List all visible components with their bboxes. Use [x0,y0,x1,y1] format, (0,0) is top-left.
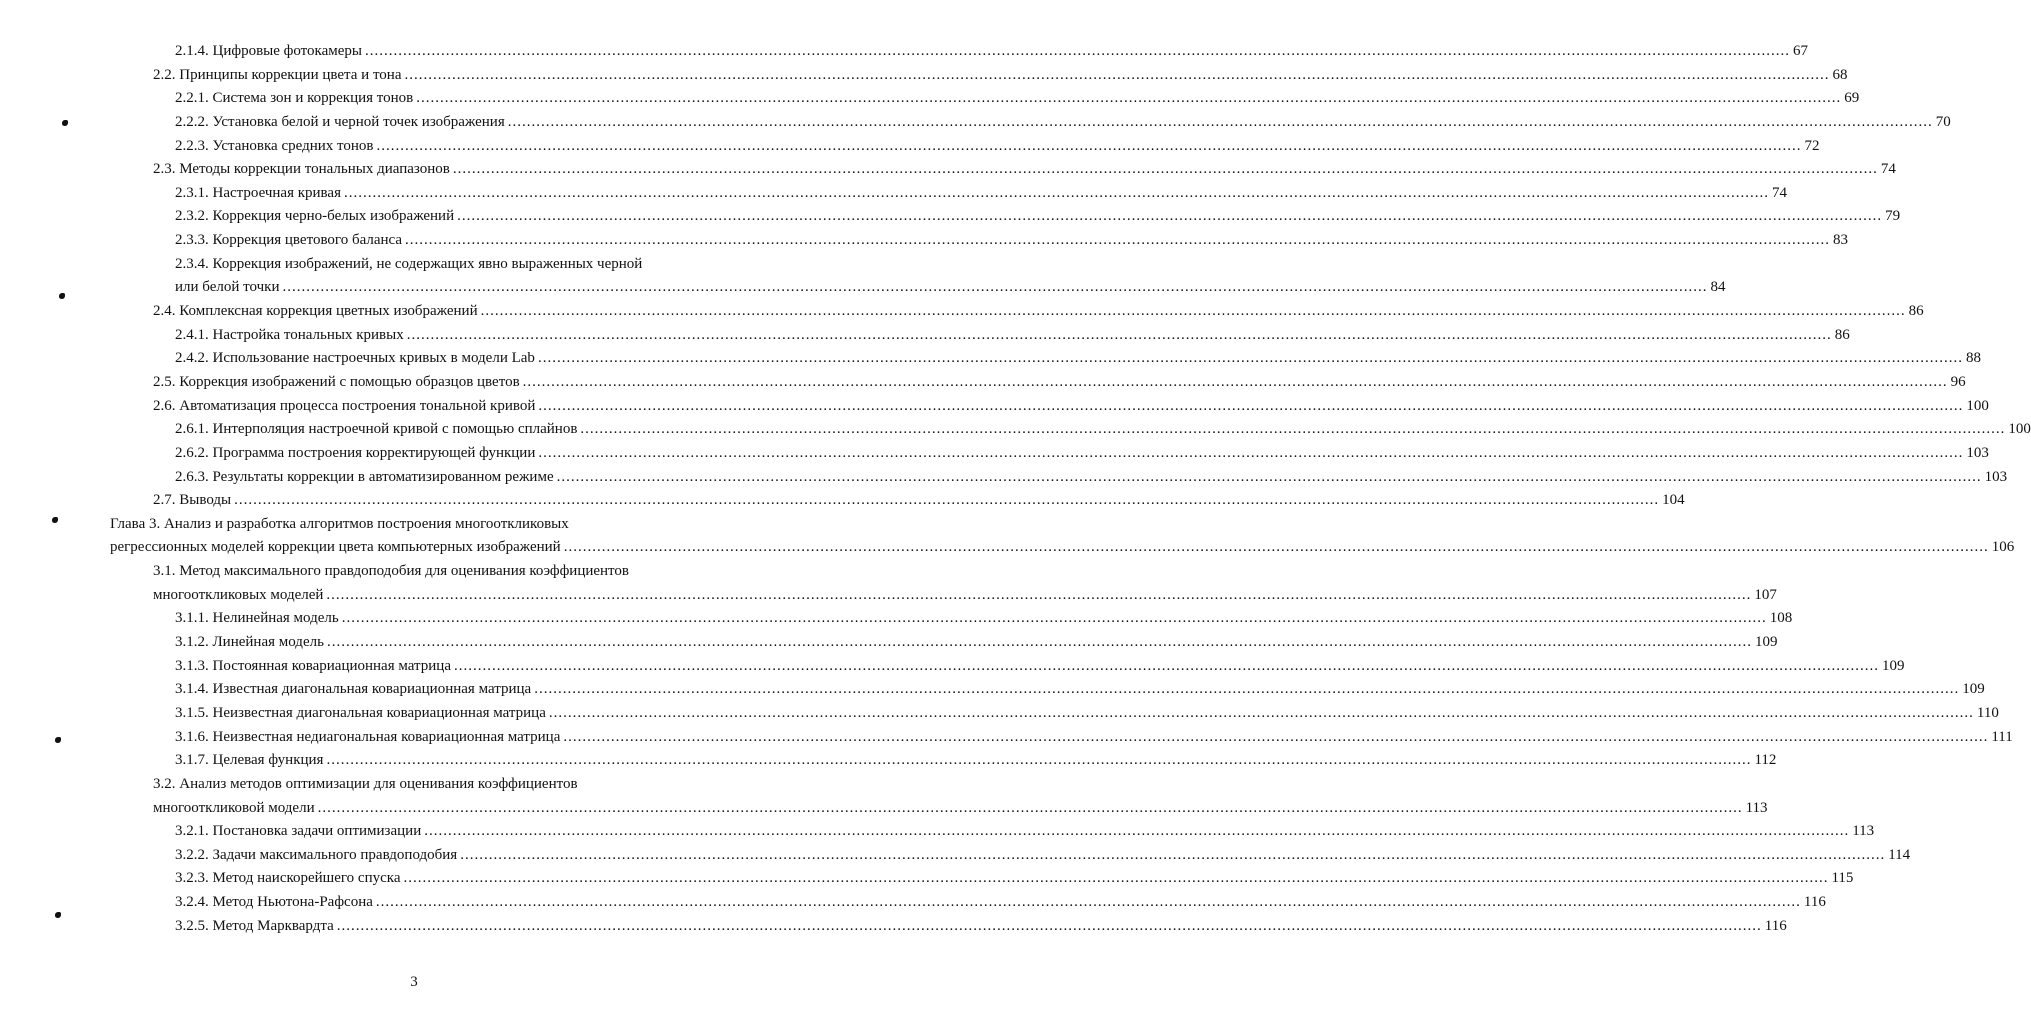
toc-entry-title: 2.3.2. Коррекция черно-белых изображений [175,208,455,225]
toc-entry-page: 112 [1754,752,1777,769]
toc-entry [0,655,1905,679]
toc-entry-title: 2.2.2. Установка белой и черной точек изображения [175,113,505,130]
toc-entry-title: 3.1.4. Известная диагональная ковариационная матрица [175,681,532,698]
toc-entry [0,395,1989,419]
dot-leader: ............................................................................................................................................................................................................................................................................................................ [556,468,1982,485]
toc-entry [0,300,1924,324]
toc-entry-page: 113 [1852,823,1875,840]
toc-entry-page: 115 [1831,870,1854,887]
scan-speck [59,293,65,299]
dot-leader: ............................................................................................................................................................................................................................................................................................................ [563,539,1989,556]
toc-entry-title: 2.5. Коррекция изображений с помощью образцов цветов [153,373,520,390]
toc-entry-title: многооткликовой модели [153,799,315,816]
toc-entry [0,111,1951,135]
toc-entry [0,158,1896,182]
toc-entry-page: 68 [1832,66,1848,83]
dot-leader: ............................................................................................................................................................................................................................................................................................................ [326,634,1752,651]
toc-entry [0,915,1787,939]
toc-entry-page: 100 [2008,421,2031,438]
toc-entry-page: 109 [1962,681,1985,698]
dot-leader: ............................................................................................................................................................................................................................................................................................................ [344,184,1769,201]
dot-leader: ............................................................................................................................................................................................................................................................................................................ [534,681,1960,698]
toc-entry-page: 84 [1710,279,1726,296]
dot-leader: ............................................................................................................................................................................................................................................................................................................ [341,610,1767,627]
dot-leader: ............................................................................................................................................................................................................................................................................................................ [452,161,1878,178]
toc-entry-page: 96 [1950,373,1966,390]
toc-entry-title: 2.6.1. Интерполяция настроечной кривой с помощью сплайнов [175,421,578,438]
dot-leader: ............................................................................................................................................................................................................................................................................................................ [416,90,1842,107]
toc-entry [0,64,1848,88]
toc-entry [0,607,1793,631]
toc-entry-title: 3.2.5. Метод Марквардта [175,917,334,934]
toc-entry-title: 2.6. Автоматизация процесса построения тональной кривой [153,397,536,414]
toc-entry-title: 2.2.3. Установка средних тонов [175,137,374,154]
scan-speck [52,517,58,523]
toc-entry-title: 2.6.3. Результаты коррекции в автоматизированном режиме [175,468,554,485]
toc-entry-page: 116 [1803,894,1826,911]
scan-speck [62,120,68,126]
toc-entry-title: 3.1.5. Неизвестная диагональная ковариационная матрица [175,704,546,721]
toc-entry [0,489,1685,513]
toc-entry [0,87,1860,111]
toc-entry-page: 113 [1745,799,1768,816]
toc-entry [0,253,1726,300]
toc-entry-page: 109 [1881,657,1905,674]
toc-entry-title-line: 3.1. Метод максимального правдоподобия для оценивания коэффициентов [153,563,629,580]
toc-entry-title: 3.1.7. Целевая функция [175,752,324,769]
toc-entry [0,678,1985,702]
toc-entry-title: 3.2.1. Постановка задачи оптимизации [175,823,422,840]
toc-entry [0,371,1966,395]
toc-entry [0,466,2008,490]
dot-leader: ............................................................................................................................................................................................................................................................................................................ [326,752,1752,769]
toc-entry [0,773,1768,820]
dot-leader: ............................................................................................................................................................................................................................................................................................................ [580,421,2006,438]
dot-leader: ............................................................................................................................................................................................................................................................................................................ [376,137,1802,154]
toc-entry-page: 114 [1888,846,1911,863]
dot-leader: ............................................................................................................................................................................................................................................................................................................ [457,208,1883,225]
toc-entry [0,844,1911,868]
toc-entry-page: 88 [1965,350,1981,367]
toc-entry-page: 74 [1880,161,1896,178]
dot-leader: ............................................................................................................................................................................................................................................................................................................ [403,870,1829,887]
toc-entry-title: 3.2.3. Метод наискорейшего спуска [175,870,401,887]
toc-entry-title: 2.4. Комплексная коррекция цветных изображений [153,303,478,320]
toc-entry-title-line: 3.2. Анализ методов оптимизации для оценивания коэффициентов [153,775,578,792]
toc-entry [0,205,1901,229]
toc-entry-page: 109 [1754,634,1778,651]
toc-entry-page: 107 [1754,586,1777,603]
toc-entry-title: 2.4.1. Настройка тональных кривых [175,326,404,343]
toc-entry [0,867,1854,891]
toc-entry-page: 69 [1844,90,1860,107]
toc-entry-page: 103 [1966,444,1989,461]
toc-entry-page: 111 [1991,728,2013,745]
dot-leader: ............................................................................................................................................................................................................................................................................................................ [537,350,1963,367]
toc-entry-title: 3.2.4. Метод Ньютона-Рафсона [175,894,373,911]
toc-entry [0,560,1777,607]
toc-entry [0,726,2013,750]
toc-entry-title: 3.2.2. Задачи максимального правдоподобия [175,846,458,863]
toc-entry-title: 2.2. Принципы коррекции цвета и тона [153,66,402,83]
dot-leader: ............................................................................................................................................................................................................................................................................................................ [234,492,1660,509]
toc-entry [0,749,1777,773]
toc-entry [0,702,1999,726]
toc-entry-title: регрессионных моделей коррекции цвета компьютерных изображений [110,539,561,556]
toc-entry [0,182,1787,206]
dot-leader: ............................................................................................................................................................................................................................................................................................................ [364,43,1790,59]
dot-leader: ............................................................................................................................................................................................................................................................................................................ [563,728,1989,745]
dot-leader: ............................................................................................................................................................................................................................................................................................................ [522,373,1948,390]
dot-leader: ............................................................................................................................................................................................................................................................................................................ [538,444,1964,461]
toc-entry-title-line: Глава 3. Анализ и разработка алгоритмов построения многооткликовых [110,515,569,532]
toc-entry [0,820,1875,844]
dot-leader: ............................................................................................................................................................................................................................................................................................................ [404,66,1830,83]
dot-leader: ............................................................................................................................................................................................................................................................................................................ [336,917,1762,934]
toc-entry-page: 70 [1935,113,1951,130]
toc-entry-page: 72 [1804,137,1820,154]
toc-entry [0,324,1850,348]
toc-entry-page: 103 [1984,468,2008,485]
toc-entry-title: 2.1.4. Цифровые фотокамеры [175,43,362,59]
toc-entry-title: 2.6.2. Программа построения корректирующей функции [175,444,536,461]
toc-entry [0,135,1820,159]
toc-entry-page: 108 [1769,610,1793,627]
toc-entry [0,631,1778,655]
page-number: 3 [410,974,418,990]
toc-entry-title: 3.1.2. Линейная модель [175,634,324,651]
dot-leader: ............................................................................................................................................................................................................................................................................................................ [424,823,1850,840]
toc-entry [0,418,2031,442]
dot-leader: ............................................................................................................................................................................................................................................................................................................ [507,113,1933,130]
toc-entry-page: 116 [1764,917,1787,934]
dot-leader: ............................................................................................................................................................................................................................................................................................................ [480,303,1906,320]
toc-entry-title: 3.1.6. Неизвестная недиагональная ковариационная матрица [175,728,561,745]
dot-leader: ............................................................................................................................................................................................................................................................................................................ [453,657,1879,674]
toc-entry-page: 79 [1885,208,1901,225]
dot-leader: ............................................................................................................................................................................................................................................................................................................ [282,279,1708,296]
toc-entry-title: или белой точки [175,279,280,296]
dot-leader: ............................................................................................................................................................................................................................................................................................................ [548,704,1974,721]
dot-leader: ............................................................................................................................................................................................................................................................................................................ [326,586,1752,603]
toc-entry-page: 86 [1908,303,1924,320]
toc-entry-page: 100 [1966,397,1989,414]
scan-speck [55,737,61,743]
toc-entry-page: 86 [1834,326,1850,343]
toc-entry-title-line: 2.3.4. Коррекция изображений, не содержащих явно выраженных черной [175,255,643,272]
toc-entry-page: 104 [1662,492,1685,509]
dot-leader: ............................................................................................................................................................................................................................................................................................................ [405,232,1831,249]
toc-entry-title: 3.1.3. Постоянная ковариационная матрица [175,657,451,674]
toc-entry-title: многооткликовых моделей [153,586,324,603]
dot-leader: ............................................................................................................................................................................................................................................................................................................ [406,326,1832,343]
scan-speck [55,912,61,918]
toc-entry-page: 67 [1792,43,1808,59]
toc-entry [0,40,1808,64]
toc-entry-page: 110 [1976,704,1999,721]
toc-entry-title: 2.4.2. Использование настроечных кривых в модели Lab [175,350,535,367]
toc-entry [0,229,1849,253]
toc-entry [0,891,1826,915]
toc-entry [0,513,2015,560]
toc-entry-page: 74 [1772,184,1787,201]
toc-entry-page: 83 [1833,232,1849,249]
dot-leader: ............................................................................................................................................................................................................................................................................................................ [460,846,1886,863]
dot-leader: ............................................................................................................................................................................................................................................................................................................ [375,894,1801,911]
toc-entry [0,442,1989,466]
toc-entry-title: 2.2.1. Система зон и коррекция тонов [175,90,414,107]
toc-entry-title: 2.3.3. Коррекция цветового баланса [175,232,403,249]
toc-entry-page: 106 [1991,539,2015,556]
dot-leader: ............................................................................................................................................................................................................................................................................................................ [538,397,1964,414]
table-of-contents [0,40,2031,938]
toc-entry-title: 2.3.1. Настроечная кривая [175,184,341,201]
dot-leader: ............................................................................................................................................................................................................................................................................................................ [317,799,1743,816]
toc-entry-title: 3.1.1. Нелинейная модель [175,610,339,627]
toc-entry-title: 2.7. Выводы [153,492,232,509]
toc-entry-title: 2.3. Методы коррекции тональных диапазонов [153,161,450,178]
toc-entry [0,347,1981,371]
